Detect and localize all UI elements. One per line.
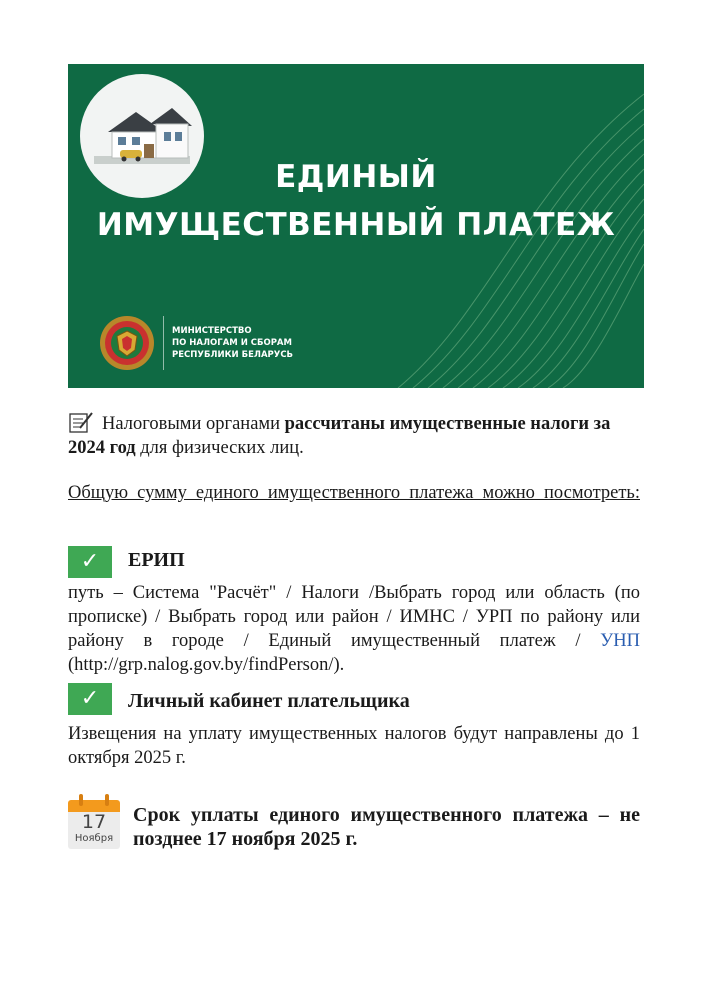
erip-url-text: (http://grp.nalog.gov.by/findPerson/).: [68, 655, 345, 675]
calendar-month: Ноября: [74, 833, 114, 844]
calendar-icon: [68, 794, 120, 849]
ministry-line1: МИНИСТЕРСТВО: [172, 326, 252, 336]
cabinet-title: Личный кабинет плательщика: [128, 690, 410, 712]
erip-path-text: путь – Система "Расчёт" / Налоги /Выбрать город или область (по прописке) / Выбрать город или район / ИМНС / УРП по району или району в городе / Единый имущественный платеж /: [68, 583, 640, 651]
intro-paragraph: [68, 411, 640, 460]
calendar-ring: [79, 794, 83, 806]
intro-text-bold: рассчитаны имущественные налоги за 2024 год: [68, 414, 611, 458]
banner-title-line1: ЕДИНЫЙ: [275, 159, 437, 195]
erip-title: ЕРИП: [128, 549, 185, 571]
ministry-emblem-icon: [98, 314, 156, 372]
view-label: Общую сумму единого имущественного платежа можно посмотреть:: [68, 483, 640, 503]
check-icon: ✓: [68, 546, 112, 578]
deadline-text: Срок уплаты единого имущественного платежа – не позднее 17 ноября 2025 г.: [133, 804, 640, 850]
cabinet-text: Извещения на уплату имущественных налогов будут направлены до 1 октября 2025 г.: [68, 724, 640, 768]
ministry-line3: РЕСПУБЛИКИ БЕЛАРУСЬ: [172, 350, 294, 360]
unp-link[interactable]: УНП: [600, 631, 640, 651]
ministry-name: [172, 325, 293, 361]
intro-text-c: для физических лиц.: [135, 438, 304, 458]
ministry-line2: ПО НАЛОГАМ И СБОРАМ: [172, 338, 292, 348]
notepad-pencil-icon: [68, 411, 94, 433]
check-icon: ✓: [68, 683, 112, 715]
intro-text-a: Налоговыми органами: [102, 414, 285, 434]
calendar-day: 17: [81, 811, 107, 833]
calendar-ring: [105, 794, 109, 806]
erip-path: [68, 581, 640, 677]
banner-title-line2: ИМУЩЕСТВЕННЫЙ ПЛАТЕЖ: [96, 207, 616, 243]
emblem-separator: [163, 316, 164, 370]
banner: [68, 64, 644, 388]
